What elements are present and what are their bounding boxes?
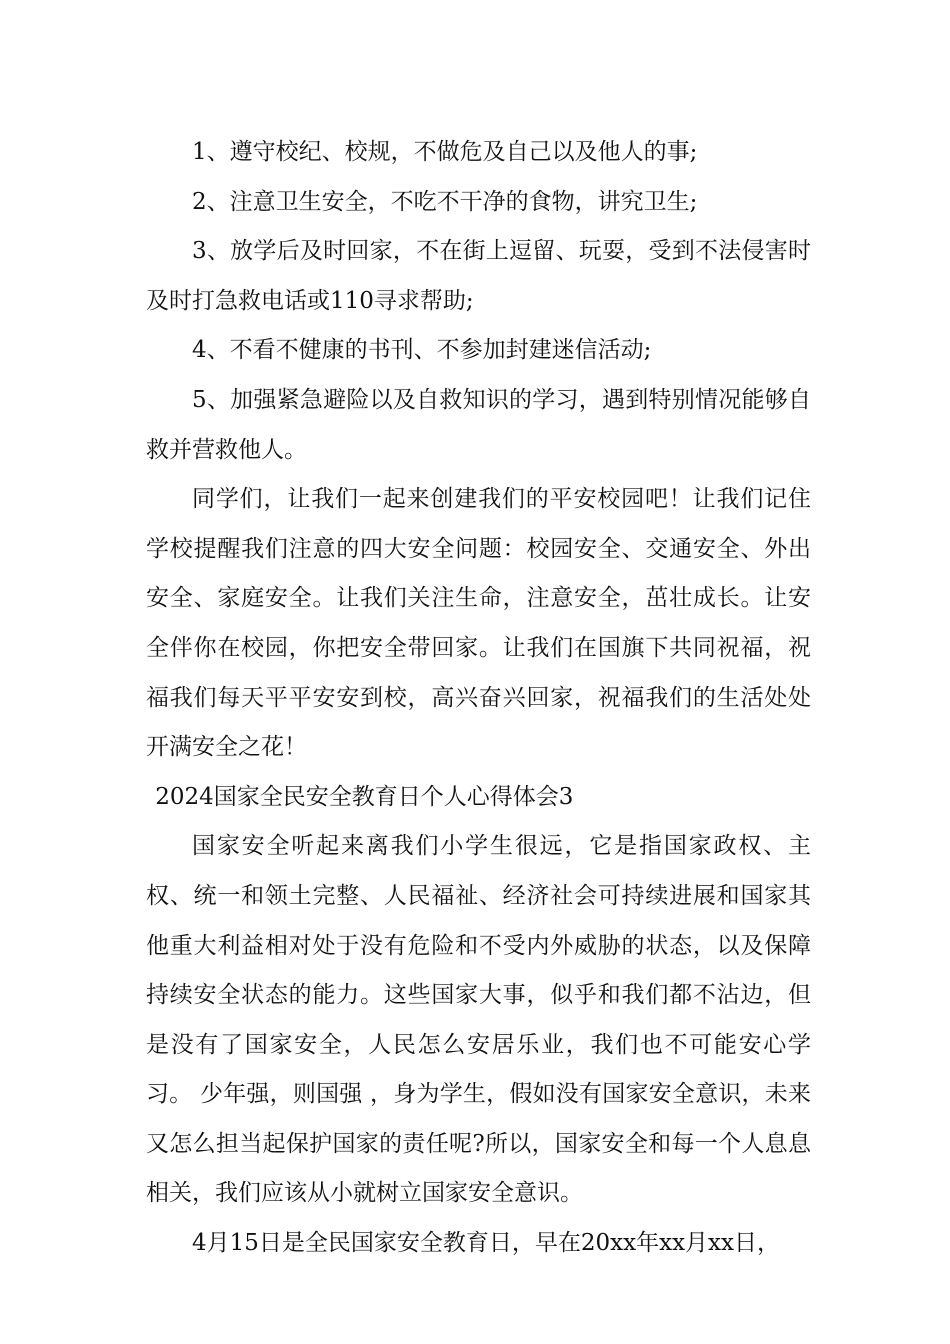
body-paragraph-2: 4月15日是全民国家安全教育日，早在20xx年xx月xx日， — [192, 1230, 780, 1257]
section-heading: 2024国家全民安全教育日个人心得体会3 — [155, 783, 574, 810]
closing-paragraph: 同学们，让我们一起来创建我们的平安校园吧！让我们记住学校提醒我们注意的四大安全问题：校园安全、交通安全、外出安全、家庭安全。让我们关注生命，注意安全，茁壮成长。让安全伴你在校园，你把安全带回家。让我们在国旗下共同祝福，祝福我们每天平平安安到校，高兴奋兴回家，祝福我们的生活处处开满安全之花！ — [146, 486, 811, 761]
list-item-3: 3、放学后及时回家，不在街上逗留、玩耍，受到不法侵害时及时打急救电话或110寻求帮助; — [146, 238, 811, 314]
document-body — [146, 128, 811, 1269]
list-item-1: 1、遵守校纪、校规，不做危及自己以及他人的事; — [192, 139, 698, 165]
list-item-4: 4、不看不健康的书刊、不参加封建迷信活动; — [192, 337, 652, 364]
list-item-2: 2、注意卫生安全，不吃不干净的食物，讲究卫生; — [192, 188, 698, 215]
list-item-5: 5、加强紧急避险以及自救知识的学习，遇到特别情况能够自救并营救他人。 — [146, 386, 811, 463]
body-paragraph-1: 国家安全听起来离我们小学生很远，它是指国家政权、主权、统一和领土完整、人民福祉、经济社会可持续进展和国家其他重大利益相对处于没有危险和不受内外威胁的状态，以及保障持续安全状态的能力。这些国家大事，似乎和我们都不沾边，但是没有了国家安全，人民怎么安居乐业，我们也不可能安心学习。 少年强，则国强 ，身为学生，假如没有国家安全意识，未来又怎么担当起保护国家的责任呢?所以，国家安全和每一个人息息相关，我们应该从小就树立国家安全意识。 — [146, 833, 811, 1207]
